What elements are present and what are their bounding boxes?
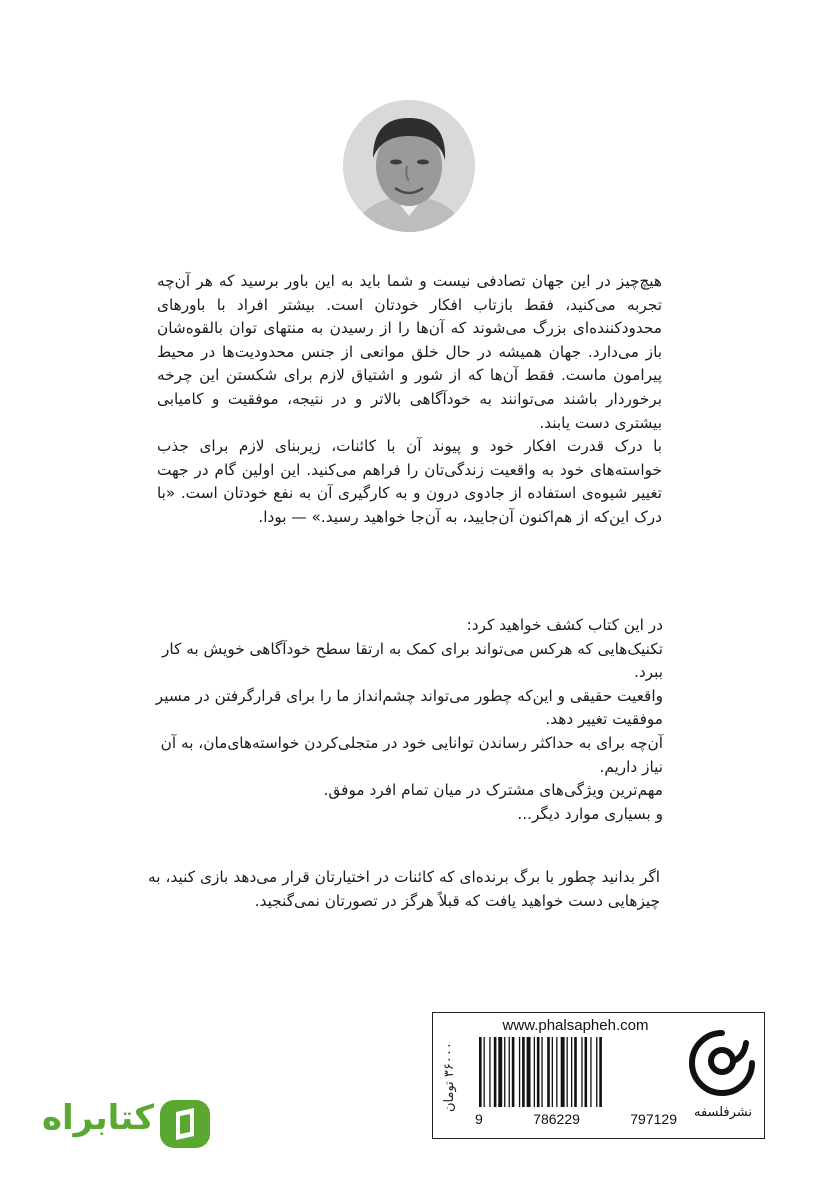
- barcode-bar: [581, 1037, 582, 1107]
- barcode: [475, 1037, 675, 1107]
- intro-paragraph: هیچ‌چیز در این جهان تصادفی نیست و شما باید به این باور برسید که هر آن‌چه تجربه می‌کنید، فقط بازتاب افکار خودتان است. بیشتر افراد با باورهای محدودکننده‌ای بزرگ می‌شوند که آن‌ها را از رسیدن به منتهای توان بالقوه‌شان باز می‌دارد. جهان همیشه در حال خلق موانعی از جنس محدودیت‌ها در محیط پیرامون ماست. فقط آن‌ها که از شور و اشتیاق لازم برای شکستن این چرخه برخوردار باشند می‌توانند به خودآگاهی بالاتر و در نتیجه، موفقیت و کامیابی بیشتری دست یابند.: [157, 272, 662, 432]
- barcode-digit-group: 797129: [630, 1111, 677, 1127]
- discover-item: مهم‌ترین ویژگی‌های مشترک در میان تمام افرد موفق.: [323, 781, 663, 800]
- barcode-bar: [571, 1037, 572, 1107]
- author-portrait-image: [343, 100, 475, 232]
- barcode-bar: [590, 1037, 591, 1107]
- barcode-bar: [541, 1037, 542, 1107]
- discover-item: آن‌چه برای به حداکثر رساندن توانایی خود در متجلی‌کردن خواسته‌های‌مان، به آن نیاز داریم.: [160, 733, 663, 776]
- ketabrah-watermark: [41, 1092, 214, 1158]
- barcode-bar: [509, 1037, 510, 1107]
- barcode-bar: [484, 1037, 485, 1107]
- barcode-bar: [479, 1037, 482, 1107]
- discover-heading: در این کتاب کشف خواهید کرد:: [466, 616, 663, 634]
- barcode-bar: [599, 1037, 602, 1107]
- barcode-bar: [512, 1037, 515, 1107]
- discover-item: تکنیک‌هایی که هرکس می‌تواند برای کمک به ارتقا سطح خودآگاهی خویش به کار ببرد.: [162, 639, 663, 682]
- barcode-digit-group: 9: [475, 1111, 483, 1127]
- barcode-bar: [522, 1037, 525, 1107]
- barcode-bar: [585, 1037, 588, 1107]
- barcode-digit-group: 786229: [533, 1111, 580, 1127]
- intro-paragraph: با درک قدرت افکار خود و پیوند آن با کائنات، زیربنای لازم برای جذب خواسته‌های خود به واقعیت زندگی‌تان را فراهم می‌کنید. این اولین گام در جهت تغییر شیوه‌ی استفاده از جادوی درون و به کارگیری آن به نفع خودتان است. «با درک این‌که از هم‌اکنون آن‌جایید، به آن‌جا خواهید رسید.» — بودا.: [157, 437, 662, 526]
- price-label: ۳۶۰۰۰ تومان: [442, 1042, 457, 1112]
- barcode-bar: [519, 1037, 520, 1107]
- discover-section: [148, 614, 663, 826]
- barcode-bar: [561, 1037, 565, 1107]
- closing-text: [148, 866, 660, 913]
- barcode-bar: [547, 1037, 550, 1107]
- discover-item: واقعیت حقیقی و این‌که چطور می‌تواند چشم‌انداز ما را برای قرارگرفتن در مسیر موفقیت تغییر دهد.: [155, 686, 663, 729]
- barcode-bar: [552, 1037, 553, 1107]
- barcode-bar: [527, 1037, 531, 1107]
- barcode-bar: [494, 1037, 497, 1107]
- publisher-website: www.phalsapheh.com: [502, 1017, 649, 1034]
- barcode-bar: [537, 1037, 540, 1107]
- barcode-digits: [471, 1111, 681, 1127]
- barcode-bar: [567, 1037, 568, 1107]
- closing-paragraph: اگر بدانید چطور با برگ برنده‌ای که کائنات در اختیارتان قرار می‌دهد بازی کنید، به چیزهایی دست خواهید یافت که قبلاً هرگز در تصورتان نمی‌گنجید.: [148, 868, 660, 910]
- back-cover-info-box: [432, 1012, 765, 1139]
- publisher-name: نشرفلسفه: [693, 1105, 753, 1120]
- barcode-bar: [489, 1037, 490, 1107]
- author-portrait: [343, 100, 475, 232]
- barcode-bar: [498, 1037, 502, 1107]
- ketabrah-logo-icon: [156, 1094, 214, 1152]
- barcode-bar: [556, 1037, 557, 1107]
- barcode-bar: [534, 1037, 535, 1107]
- ketabrah-logo-text: کتابراه: [41, 1098, 154, 1138]
- barcode-bar: [574, 1037, 577, 1107]
- discover-item: و بسیاری موارد دیگر...: [517, 804, 663, 823]
- barcode-bar: [596, 1037, 597, 1107]
- barcode-bar: [504, 1037, 505, 1107]
- publisher-logo: [686, 1027, 758, 1099]
- intro-text: [157, 270, 662, 530]
